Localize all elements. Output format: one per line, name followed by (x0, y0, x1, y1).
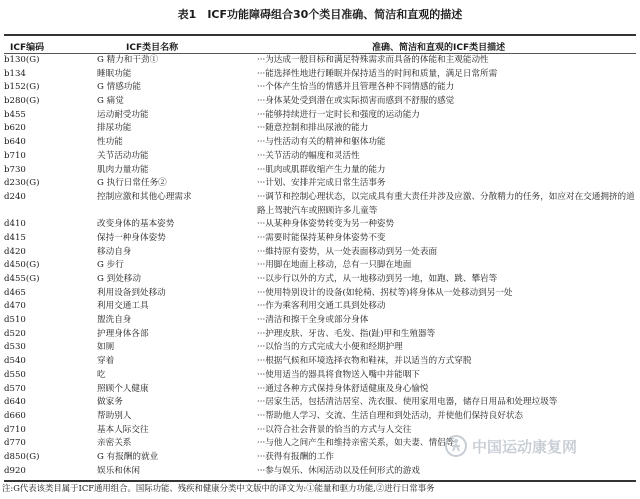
name-cell: 保持一种身体姿势 (97, 232, 166, 243)
table-row (0, 122, 640, 136)
table-row (0, 410, 640, 424)
desc-cell: ···使用适当的器具将食物送入嘴中并能咽下 (257, 369, 420, 380)
name-cell: G 执行日常任务② (97, 178, 167, 189)
name-cell: 如厕 (97, 342, 115, 353)
name-cell: G 精力和干劲① (97, 55, 159, 65)
footnote: 注:G代表该类目属于ICF通用组合。国际功能、残疾和健康分类中文版中的译文为:①能量和驱力功能,②进行日常事务 (2, 483, 435, 493)
watermark-text: 中国运动康复网 (472, 437, 578, 456)
desc-cell: ···維持原有姿势，从一处表面移动到另一处表面 (257, 246, 438, 257)
table-row (0, 136, 640, 150)
desc-cell: ···获得有报酬的工作 (257, 451, 334, 462)
table-row (0, 328, 640, 342)
table-row (0, 191, 640, 218)
name-cell: 吃 (97, 369, 106, 380)
desc-cell: ···用脚在地面上移动，总有一只脚在地面 (257, 260, 412, 271)
desc-cell: ···身体某处受到潜在或实际损害而感到不舒服的感觉 (257, 96, 455, 107)
name-cell: 亲密关系 (97, 438, 132, 449)
table-row (0, 164, 640, 178)
desc-cell: ···肌肉或肌群收缩产生力量的能力 (257, 164, 386, 175)
code-cell: b640 (4, 137, 26, 148)
name-cell: 帮助别人 (97, 410, 132, 421)
code-cell: d455(G) (4, 274, 40, 285)
table-body (0, 54, 640, 478)
name-cell: 做家务 (97, 397, 123, 408)
table-row (0, 396, 640, 410)
name-cell: 控制应激和其他心理需求 (97, 191, 192, 202)
name-cell: 睡眠功能 (97, 68, 132, 79)
table-row (0, 232, 640, 246)
table-row (0, 369, 640, 383)
table-row (0, 218, 640, 232)
name-cell: 娱乐和休闲 (97, 465, 140, 476)
table-row (0, 150, 640, 164)
code-cell: d520 (4, 328, 26, 339)
code-cell: d710 (4, 424, 26, 435)
desc-cell: ···通过各种方式保持身体舒适健康及身心愉悦 (257, 383, 429, 394)
table-row (0, 383, 640, 397)
desc-cell: ···参与娱乐、休闲活动以及任何形式的游戏 (257, 465, 420, 476)
code-cell: d230(G) (4, 178, 40, 189)
name-cell: G 痛觉 (97, 96, 124, 107)
desc-cell: ···根据气候和环境选择衣物和鞋袜，并以适当的方式穿脱 (257, 356, 472, 367)
code-cell: d470 (4, 301, 26, 312)
desc-cell: ···以步行以外的方式，从一地移动到另一地，如跑、跳、攀岩等 (257, 274, 498, 285)
table-row (0, 54, 640, 68)
table-row (0, 95, 640, 109)
logo-icon (444, 434, 468, 458)
desc-cell: ···从某种身体姿势转变为另一种姿势 (257, 219, 395, 230)
desc-cell: ···与性活动有关的精神和躯体功能 (257, 137, 386, 148)
desc-cell: ···与他人之间产生和维持亲密关系，如夫妻、情侣等 (257, 438, 455, 449)
name-cell: G 情感功能 (97, 82, 141, 93)
table-row (0, 273, 640, 287)
name-cell: 照顾个人健康 (97, 383, 149, 394)
code-cell: d530 (4, 342, 26, 353)
name-cell: G 有报酬的就业 (97, 451, 159, 462)
code-cell: b152(G) (4, 82, 40, 93)
desc-cell: ···使用特别设计的设备(如轮椅、拐杖等)将身体从一处移动到另一处 (257, 287, 513, 298)
desc-cell: ···帮助他人学习、交流、生活自理和到处活动，并使他们保持良好状态 (257, 410, 524, 421)
code-cell: d920 (4, 465, 26, 476)
name-cell: G 步行 (97, 260, 124, 271)
code-cell: b710 (4, 150, 26, 161)
table-row (0, 177, 640, 191)
table-row (0, 355, 640, 369)
name-cell: 基本人际交往 (97, 424, 149, 435)
header-code: ICF编码 (10, 43, 45, 53)
table-row (0, 314, 640, 328)
table-row (0, 465, 640, 479)
table-row (0, 259, 640, 273)
desc-cell: ···个体产生恰当的情感并且管理各种不同情感的能力 (257, 82, 455, 93)
table-row (0, 300, 640, 314)
code-cell: b280(G) (4, 96, 40, 107)
code-cell: d850(G) (4, 451, 40, 462)
desc-cell: ···居家生活，包括清洁居室、洗衣服、使用家用电器，储存日用品和处理垃圾等 (257, 397, 558, 408)
code-cell: d660 (4, 410, 26, 421)
code-cell: d640 (4, 397, 26, 408)
desc-cell: ···计划、安排并完成日常生活事务 (257, 178, 386, 189)
code-cell: d415 (4, 232, 26, 243)
name-cell: 移动自身 (97, 246, 132, 257)
table-row (0, 287, 640, 301)
code-cell: d410 (4, 219, 26, 230)
code-cell: d770 (4, 438, 26, 449)
top-rule (4, 34, 636, 36)
name-cell: 运动耐受功能 (97, 109, 149, 120)
name-cell: 改变身体的基本姿势 (97, 219, 175, 230)
name-cell: 肌肉力量功能 (97, 164, 149, 175)
desc-cell: ···能选择性地进行睡眠并保持适当的时间和质量，满足日常所需 (257, 68, 498, 79)
code-cell: b455 (4, 109, 26, 120)
watermark (444, 432, 640, 460)
desc-cell: ···清洁和擦干全身或部分身体 (257, 315, 369, 326)
code-cell: d240 (4, 191, 26, 202)
code-cell: d450(G) (4, 260, 40, 271)
code-cell: b130(G) (4, 55, 40, 65)
desc-cell: ···随意控制和排出尿液的能力 (257, 123, 369, 134)
code-cell: d540 (4, 356, 26, 367)
desc-cell: ···以恰当的方式完成大小便和经期护理 (257, 342, 403, 353)
table-row (0, 341, 640, 355)
desc-cell: ···调节和控制心理状态，以完成具有重大责任并涉及应激、分散精力的任务，如应对在交通拥挤的道路上驾驶汽车或照顾许多儿童等 (257, 191, 635, 216)
table-title: 表1 ICF功能障碍组合30个类目准确、简洁和直观的描述 (177, 8, 463, 21)
code-cell: d420 (4, 246, 26, 257)
desc-cell: ···作为乘客利用交通工具到处移动 (257, 301, 386, 312)
code-cell: b620 (4, 123, 26, 134)
code-cell: d510 (4, 315, 26, 326)
name-cell: 利用设备到处移动 (97, 287, 166, 298)
table-row (0, 246, 640, 260)
name-cell: 性功能 (97, 137, 123, 148)
name-cell: 护理身体各部 (97, 328, 149, 339)
name-cell: 穿着 (97, 356, 115, 367)
table-row (0, 81, 640, 95)
desc-cell: ···关节活动的幅度和灵活性 (257, 150, 360, 161)
header-name: ICF类目名称 (126, 43, 179, 53)
desc-cell: ···护理皮肤、牙齿、毛发、指(趾)甲和生殖器等 (257, 328, 436, 339)
desc-cell: ···以符合社会背景的恰当的方式与人交往 (257, 424, 412, 435)
header-desc: 准确、简洁和直观的ICF类目描述 (372, 43, 506, 53)
name-cell: G 到处移动 (97, 274, 141, 285)
code-cell: d465 (4, 287, 26, 298)
code-cell: d550 (4, 369, 26, 380)
name-cell: 关节活动功能 (97, 150, 149, 161)
name-cell: 排尿功能 (97, 123, 132, 134)
desc-cell: ···能够持续进行一定时长和强度的运动能力 (257, 109, 420, 120)
table-row (0, 68, 640, 82)
name-cell: 利用交通工具 (97, 301, 149, 312)
code-cell: d570 (4, 383, 26, 394)
desc-cell: ···需要时能保持某种身体姿势不变 (257, 232, 386, 243)
code-cell: b134 (4, 68, 26, 79)
name-cell: 盥洗自身 (97, 315, 132, 326)
table-row (0, 109, 640, 123)
code-cell: b730 (4, 164, 26, 175)
desc-cell: ···为达成一般目标和满足特殊需求而具备的体能和主观能动性 (257, 55, 489, 65)
